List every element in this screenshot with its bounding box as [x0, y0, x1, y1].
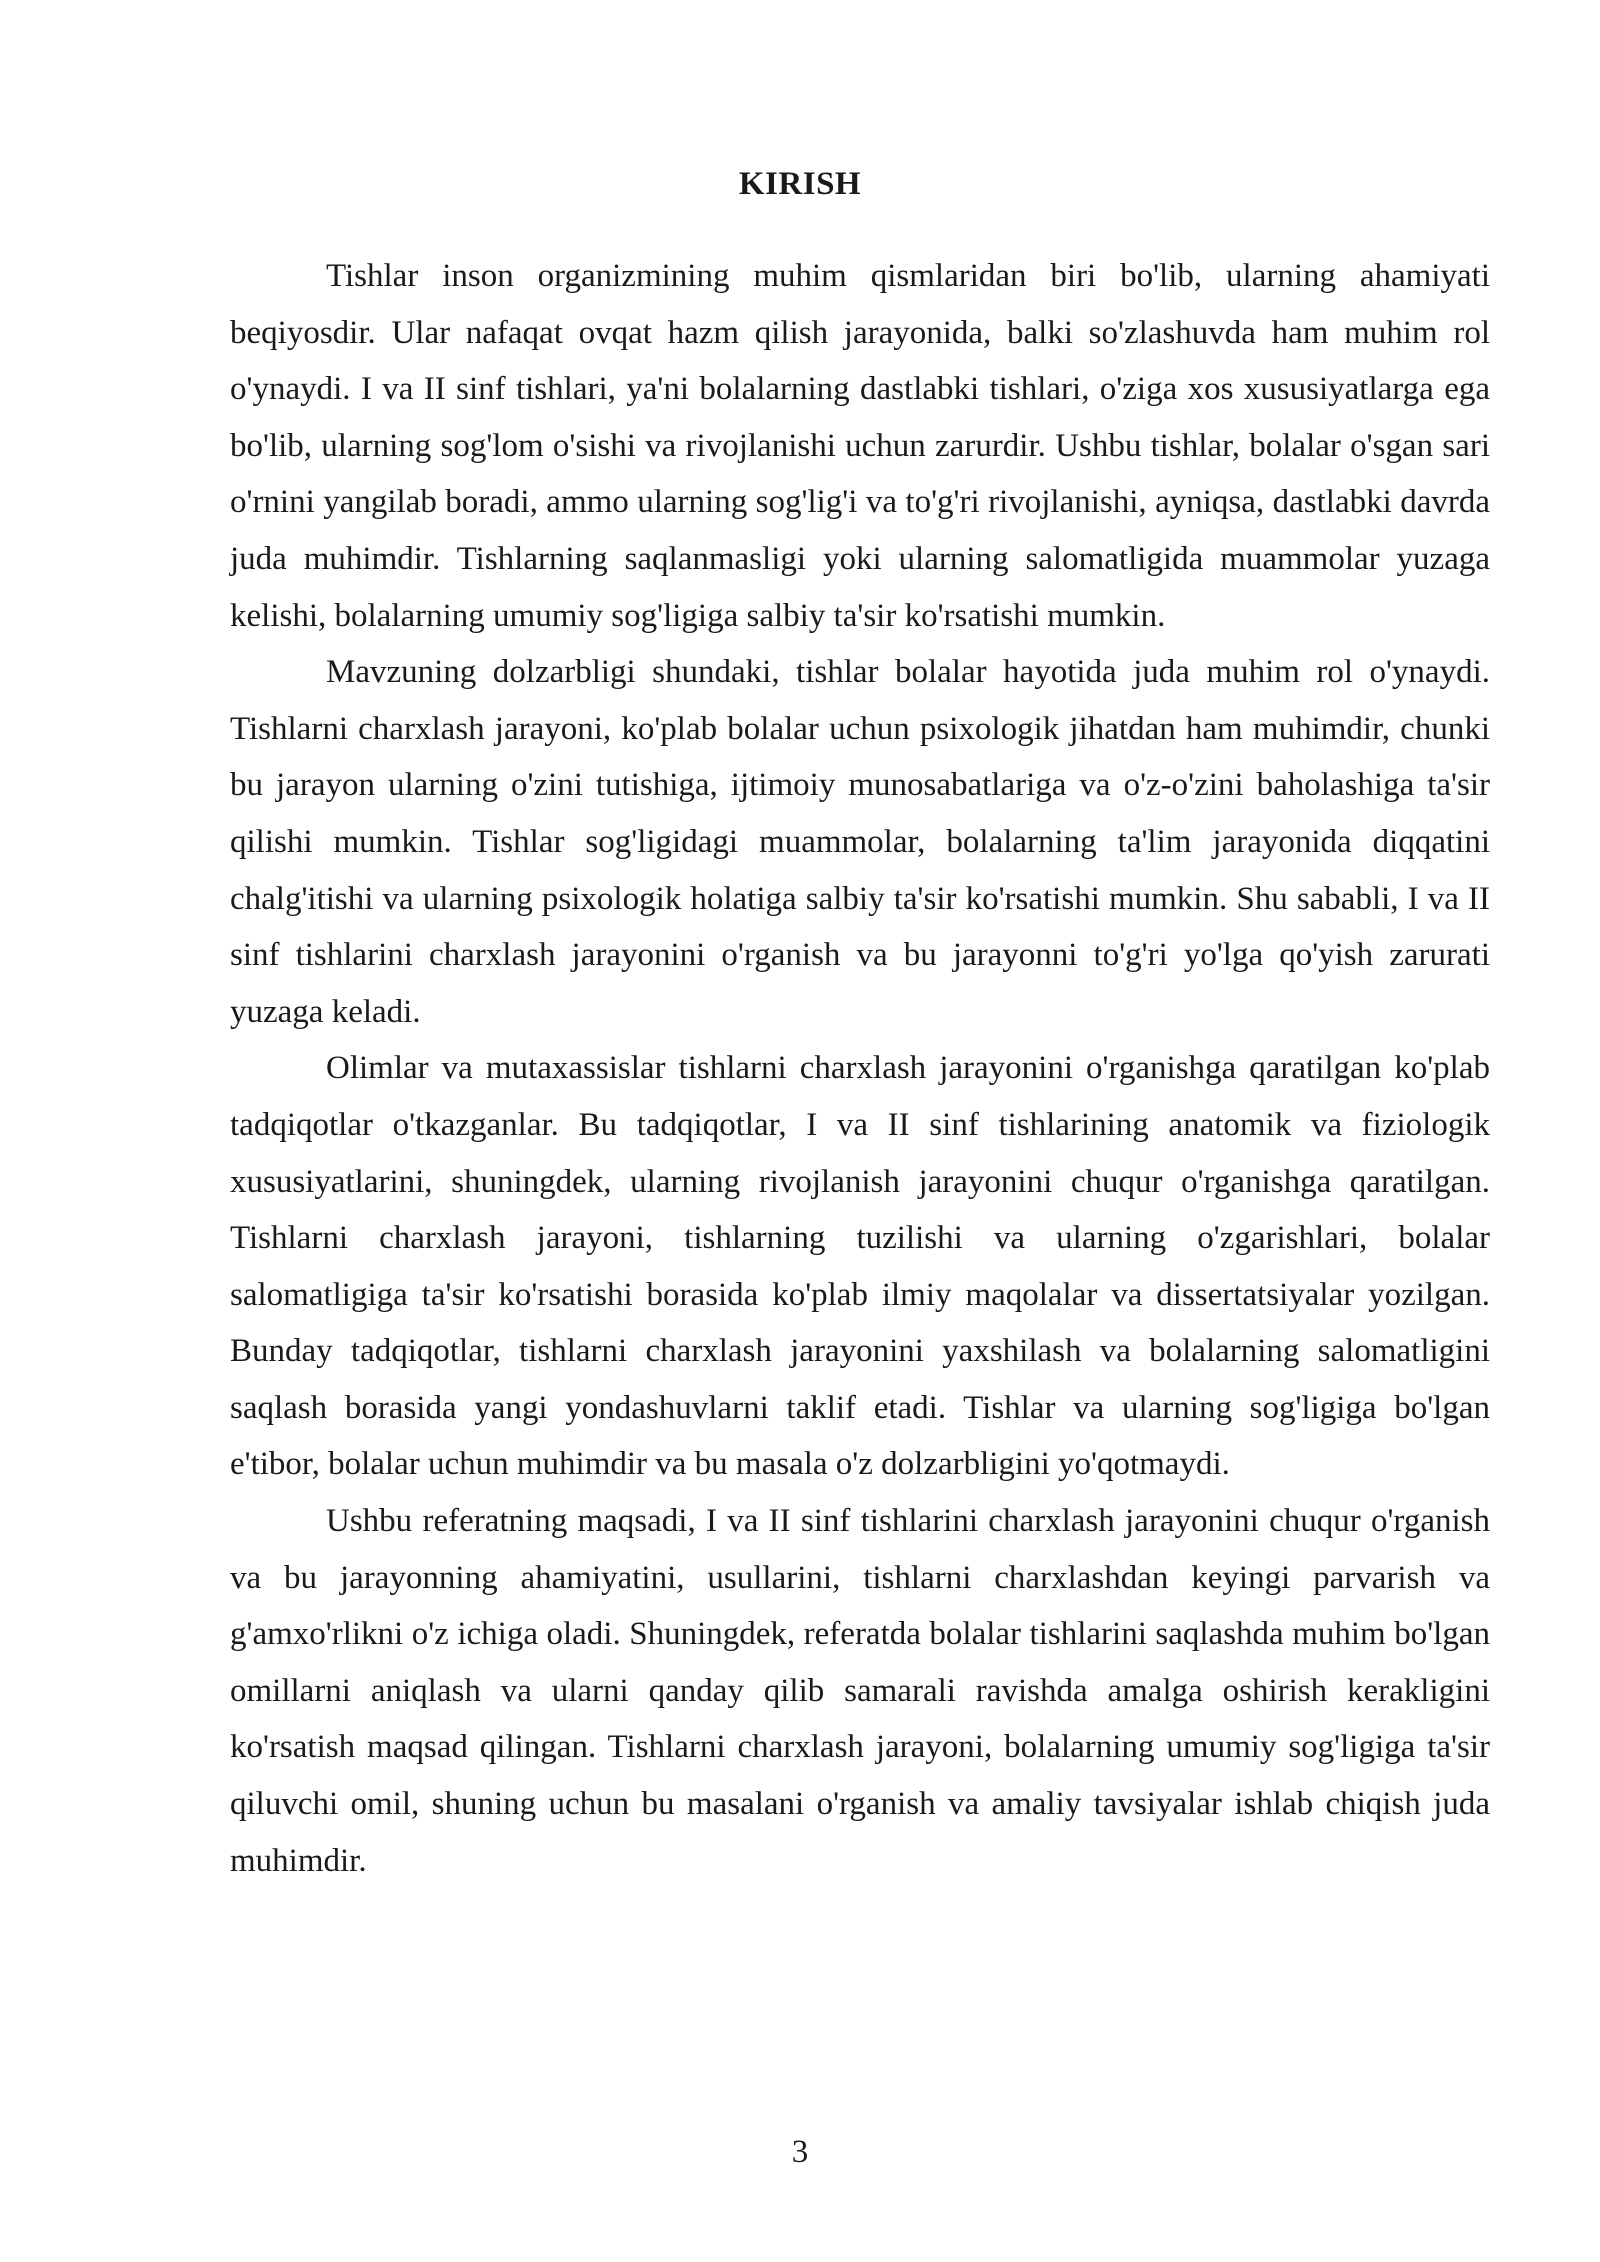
page-number: 3: [791, 2134, 809, 2170]
section-heading: KIRISH: [738, 166, 862, 202]
paragraph-relevance: Mavzuning dolzarbligi shundaki, tishlar bolalar hayotida juda muhim rol o'ynaydi. Tishlarni charxlash jarayoni, ko'plab bolalar uchun psixologik jihatdan ham muhimdir, chunki bu jarayon ularning o'zini tutishiga, ijtimoiy munosabatlariga va o'z-o'zini baholashiga ta'sir qilishi mumkin. Tishlar sog'ligidagi muammolar, bolalarning ta'lim jarayonida diqqatini chalg'itishi va ularning psixologik holatiga salbiy ta'sir ko'rsatishi mumkin. Shu sababli, I va II sinf tishlarini charxlash jarayonini o'rganish va bu jarayonni to'g'ri yo'lga qo'yish zarurati yuzaga keladi.: [230, 654, 1490, 1030]
paragraph-purpose: Ushbu referatning maqsadi, I va II sinf tishlarini charxlash jarayonini chuqur o'rganish va bu jarayonning ahamiyatini, usullarini, tishlarni charxlashdan keyingi parvarish va g'amxo'rlikni o'z ichiga oladi. Shuningdek, referatda bolalar tishlarini saqlashda muhim bo'lgan omillarni aniqlash va ularni qanday qilib samarali ravishda amalga oshirish kerakligini ko'rsatish maqsad qilingan. Tishlarni charxlash jarayoni, bolalarning umumiy sog'ligiga ta'sir qiluvchi omil, shuning uchun bu masalani o'rganish va amaliy tavsiyalar ishlab chiqish juda muhimdir.: [230, 1503, 1490, 1879]
body-text: [230, 248, 1490, 1889]
paragraph-research: Olimlar va mutaxassislar tishlarni charxlash jarayonini o'rganishga qaratilgan ko'plab tadqiqotlar o'tkazganlar. Bu tadqiqotlar, I va II sinf tishlarining anatomik va fiziologik xususiyatlarini, shuningdek, ularning rivojlanish jarayonini chuqur o'rganishga qaratilgan. Tishlarni charxlash jarayoni, tishlarning tuzilishi va ularning o'zgarishlari, bolalar salomatligiga ta'sir ko'rsatishi borasida ko'plab ilmiy maqolalar va dissertatsiyalar yozilgan. Bunday tadqiqotlar, tishlarni charxlash jarayonini yaxshilash va bolalarning salomatligini saqlash borasida yangi yondashuvlarni taklif etadi. Tishlar va ularning sog'ligiga bo'lgan e'tibor, bolalar uchun muhimdir va bu masala o'z dolzarbligini yo'qotmaydi.: [230, 1050, 1490, 1483]
paragraph-introduction: Tishlar inson organizmining muhim qismlaridan biri bo'lib, ularning ahamiyati beqiyosdir. Ular nafaqat ovqat hazm qilish jarayonida, balki so'zlashuvda ham muhim rol o'ynaydi. I va II sinf tishlari, ya'ni bolalarning dastlabki tishlari, o'ziga xos xususiyatlarga ega bo'lib, ularning sog'lom o'sishi va rivojlanishi uchun zarurdir. Ushbu tishlar, bolalar o'sgan sari o'rnini yangilab boradi, ammo ularning sog'lig'i va to'g'ri rivojlanishi, ayniqsa, dastlabki davrda juda muhimdir. Tishlarning saqlanmasligi yoki ularning salomatligida muammolar yuzaga kelishi, bolalarning umumiy sog'ligiga salbiy ta'sir ko'rsatishi mumkin.: [230, 258, 1490, 634]
